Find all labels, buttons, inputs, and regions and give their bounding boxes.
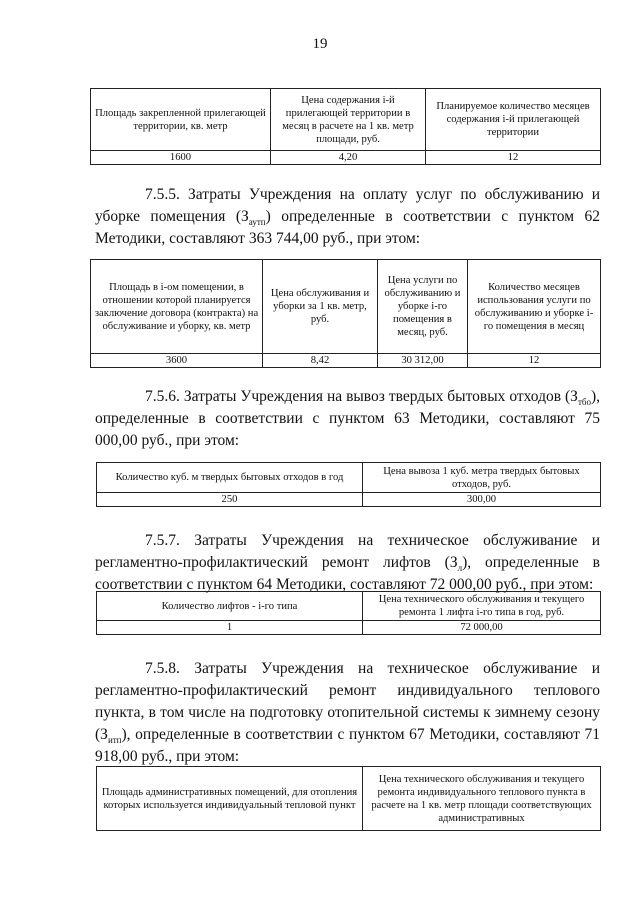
table-header-cell: Цена содержания i-й прилегающей территории в месяц в расчете на 1 кв. метр площади, руб. (271, 89, 426, 151)
table-cell: 30 312,00 (378, 354, 468, 368)
table-cell: 3600 (91, 354, 263, 368)
paragraph-text: 7.5.8. Затраты Учреждения на техническое обслуживание и регламентно-профилактический ремонт индивидуального теплового пункта, в том числе на подготовку отопительной системы к зимнему сезону (З (95, 660, 600, 743)
paragraph-text: ), определенные в соответствии с пунктом 64 Методики, составляют 72 000,00 руб., при этом: (95, 554, 600, 593)
table-header-cell: Площадь в i-ом помещении, в отношении которой планируется заключение договора (контракта) на обслуживание и уборку, кв. метр (91, 260, 263, 354)
paragraph-text: ), определенные в соответствии с пунктом 67 Методики, составляют 71 918,00 руб., при этом: (95, 726, 600, 765)
table-header-cell: Количество лифтов - i-го типа (97, 592, 363, 621)
paragraph-7-5-5 (95, 184, 600, 250)
table-header-cell: Цена вывоза 1 куб. метра твердых бытовых отходов, руб. (363, 463, 601, 493)
table-cell: 12 (426, 151, 601, 165)
table-header-cell: Цена технического обслуживания и текущего ремонта 1 лифта i-го типа в год, руб. (363, 592, 601, 621)
table-header-cell: Цена технического обслуживания и текущего ремонта индивидуального теплового пункта в расчете на 1 кв. метр площади соответствующих административных (363, 767, 601, 831)
paragraph-text: 7.5.7. Затраты Учреждения на техническое обслуживание и регламентно-профилактический ремонт лифтов (З (95, 532, 600, 571)
table-header-cell: Площадь административных помещений, для отопления которых используется индивидуальный тепловой пункт (97, 767, 363, 831)
table-header-cell: Цена услуги по обслуживанию и уборке i-го помещения в месяц, руб. (378, 260, 468, 354)
formula-subscript: аутп (248, 217, 266, 228)
premises-cleaning-table (90, 259, 601, 368)
formula-subscript: тбо (577, 397, 591, 408)
table-cell: 250 (97, 493, 363, 507)
table-header-cell: Планируемое количество месяцев содержания i-й прилегающей территории (426, 89, 601, 151)
paragraph-text: ), определенные в соответствии с пунктом 63 Методики, составляют 75 000,00 руб., при этом: (95, 388, 600, 449)
table-cell: 72 000,00 (363, 621, 601, 635)
table-header-cell: Цена обслуживания и уборки за 1 кв. метр, руб. (263, 260, 378, 354)
table-cell: 1 (97, 621, 363, 635)
waste-removal-table (96, 462, 601, 507)
table-cell: 1600 (91, 151, 271, 165)
heat-point-table (96, 766, 601, 831)
table-cell: 4,20 (271, 151, 426, 165)
table-cell: 12 (468, 354, 601, 368)
table-header-cell: Площадь закрепленной прилегающей территории, кв. метр (91, 89, 271, 151)
territory-maintenance-table (90, 88, 601, 165)
page-number: 19 (312, 36, 328, 52)
paragraph-7-5-6 (95, 386, 600, 452)
paragraph-7-5-7 (95, 530, 600, 596)
table-cell: 8,42 (263, 354, 378, 368)
elevator-maintenance-table (96, 591, 601, 635)
paragraph-7-5-8 (95, 658, 600, 768)
paragraph-text: 7.5.6. Затраты Учреждения на вывоз твердых бытовых отходов (З (145, 388, 578, 405)
paragraph-text: 7.5.5. Затраты Учреждения на оплату услуг по обслуживанию и уборке помещения (З (95, 186, 600, 225)
table-header-cell: Количество месяцев использования услуги по обслуживанию и уборке i-го помещения в месяц (468, 260, 601, 354)
table-header-cell: Количество куб. м твердых бытовых отходов в год (97, 463, 363, 493)
table-cell: 300,00 (363, 493, 601, 507)
formula-subscript: итп (107, 735, 122, 746)
formula-subscript: л (457, 563, 463, 574)
paragraph-text: ) определенные в соответствии с пунктом 62 Методики, составляют 363 744,00 руб., при этом: (95, 208, 600, 247)
